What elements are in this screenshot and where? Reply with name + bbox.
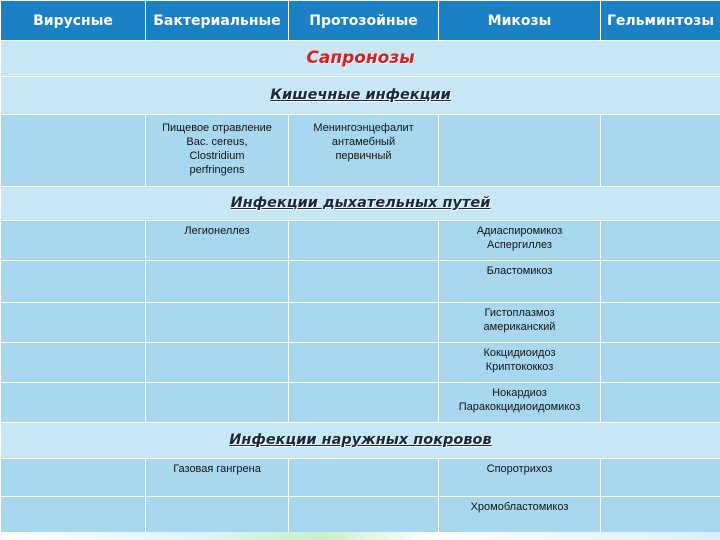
band-title-respiratory: Инфекции дыхательных путей <box>230 195 491 211</box>
cell-food-poisoning <box>146 115 289 187</box>
cell <box>601 221 720 261</box>
cell <box>1 261 146 303</box>
cell <box>1 343 146 383</box>
band-respiratory <box>1 187 720 221</box>
cell-line: Пищевое отравление <box>162 122 272 134</box>
cell-line: первичный <box>335 150 392 162</box>
cell <box>601 459 720 497</box>
cell-line: американский <box>483 321 556 333</box>
table-row <box>1 115 720 187</box>
cell <box>439 115 601 187</box>
header-mycoses: Микозы <box>439 1 601 41</box>
cell <box>289 221 439 261</box>
cell <box>146 303 289 343</box>
cell <box>146 383 289 423</box>
header-helminthiases: Гельминтозы <box>601 1 720 41</box>
cell <box>601 383 720 423</box>
table-row <box>1 261 720 303</box>
cell <box>1 221 146 261</box>
cell-text: Легионеллез <box>184 225 250 237</box>
cell-line: Паракокцидиоидомикоз <box>458 401 581 413</box>
cell-line: Бластомикоз <box>486 265 553 277</box>
cell <box>146 261 289 303</box>
band-title-external: Инфекции наружных покровов <box>229 432 492 448</box>
cell <box>146 343 289 383</box>
table-row <box>1 383 720 423</box>
cell-mycoses <box>439 497 601 533</box>
cell-line: Криптококкоз <box>485 361 554 373</box>
table-row <box>1 497 720 533</box>
table-row <box>1 459 720 497</box>
cell-mycoses <box>439 459 601 497</box>
table-row <box>1 343 720 383</box>
cell-mycoses <box>439 383 601 423</box>
cell <box>601 497 720 533</box>
cell <box>1 115 146 187</box>
cell-line: Менингоэнцефалит <box>313 122 414 134</box>
cell <box>289 383 439 423</box>
cell-line: perfringens <box>189 164 245 176</box>
cell-line: Споротрихоз <box>486 463 553 475</box>
cell <box>146 497 289 533</box>
band-external <box>1 423 720 459</box>
cell <box>289 459 439 497</box>
header-protozoal: Протозойные <box>289 1 439 41</box>
cell-line: Clostridium <box>189 150 245 162</box>
bottom-decorative-strip <box>0 532 720 540</box>
table-row <box>1 303 720 343</box>
cell <box>289 303 439 343</box>
header-viral: Вирусные <box>1 1 146 41</box>
cell-line: Кокцидиоидоз <box>483 347 556 359</box>
cell <box>601 115 720 187</box>
cell-line: Нокардиоз <box>492 387 547 399</box>
cell-line: Гистоплазмоз <box>484 307 555 319</box>
header-bacterial: Бактериальные <box>146 1 289 41</box>
cell-mycoses <box>439 303 601 343</box>
cell-line: Bac. cereus, <box>186 136 248 148</box>
cell-line: антамебный <box>331 136 396 148</box>
cell <box>601 303 720 343</box>
band-sapronoses <box>1 41 720 77</box>
cell <box>1 497 146 533</box>
cell-meningoencephalitis <box>289 115 439 187</box>
cell <box>289 497 439 533</box>
cell <box>289 343 439 383</box>
cell-text: Газовая гангрена <box>173 463 261 475</box>
cell-line: Хромобластомикоз <box>470 501 569 513</box>
band-title-intestinal: Кишечные инфекции <box>270 87 451 103</box>
cell <box>601 261 720 303</box>
cell <box>289 261 439 303</box>
band-intestinal <box>1 77 720 115</box>
band-title-sapronoses: Сапронозы <box>306 47 415 68</box>
cell <box>1 303 146 343</box>
cell-line: Аспергиллез <box>487 239 552 251</box>
cell-mycoses <box>439 343 601 383</box>
cell <box>1 459 146 497</box>
cell <box>1 383 146 423</box>
cell-legionellosis <box>146 221 289 261</box>
cell-gas-gangrene <box>146 459 289 497</box>
header-row <box>1 1 720 41</box>
cell-mycoses <box>439 261 601 303</box>
cell <box>601 343 720 383</box>
table-row <box>1 221 720 261</box>
cell-line: Адиаспиромикоз <box>476 225 563 237</box>
cell-mycoses <box>439 221 601 261</box>
